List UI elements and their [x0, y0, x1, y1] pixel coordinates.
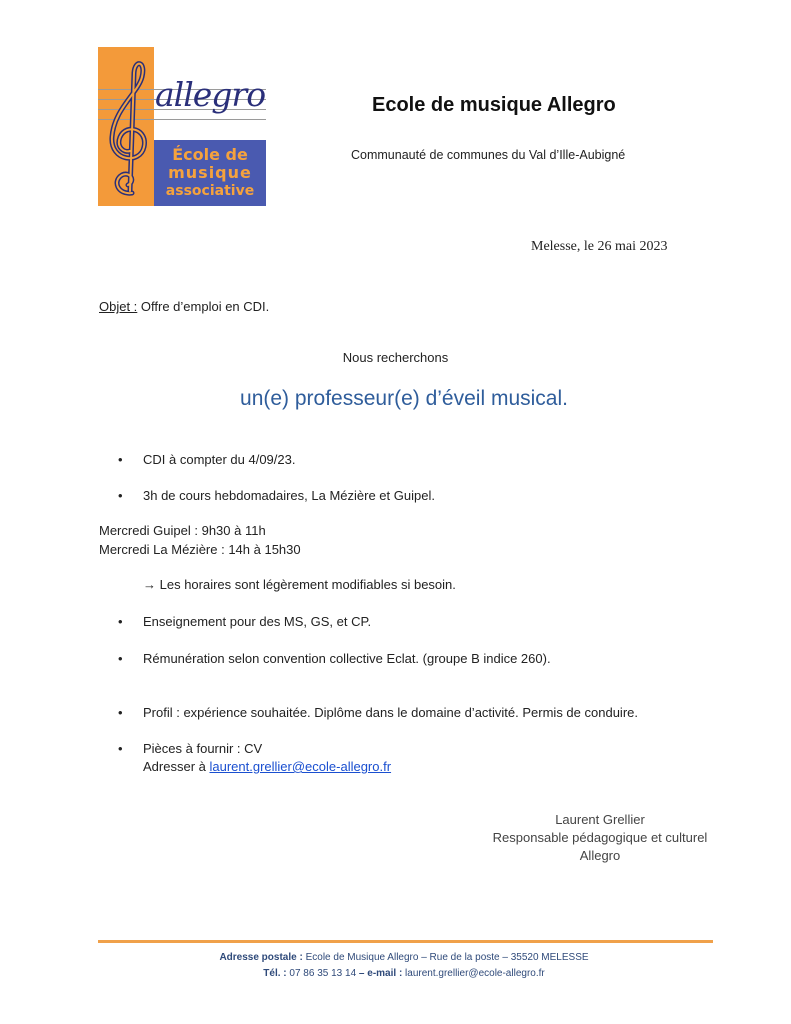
bullet-text: Profil : expérience souhaitée. Diplôme dans le domaine d’activité. Permis de conduire.	[143, 705, 638, 720]
treble-clef-icon	[104, 53, 154, 203]
subject-line	[99, 299, 269, 314]
footer-divider	[98, 940, 713, 943]
schedule-line: Mercredi La Mézière : 14h à 15h30	[99, 542, 301, 557]
school-logo	[98, 47, 266, 206]
signature-org: Allegro	[579, 848, 621, 863]
logo-wordmark: allegro	[155, 75, 266, 114]
schedule-note: → Les horaires sont légèrement modifiables si besoin.	[143, 577, 456, 592]
school-title: Ecole de musique Allegro	[372, 94, 616, 116]
bullet-text: Pièces à fournir : CV	[143, 741, 263, 756]
position-title: un(e) professeur(e) d’éveil musical.	[240, 387, 568, 410]
bullet-text: CDI à compter du 4/09/23.	[143, 452, 296, 467]
bullet-text: Enseignement pour des MS, GS, et CP.	[143, 614, 372, 629]
community-subtitle: Communauté de communes du Val d’Ille-Aubigné	[351, 148, 626, 162]
schedule-line: Mercredi Guipel : 9h30 à 11h	[99, 523, 266, 538]
footer-contact: Tél. : 07 86 35 13 14 – e-mail : laurent.grellier@ecole-allegro.fr	[263, 968, 545, 979]
logo-line-1: École de	[172, 145, 248, 164]
date-line: Melesse, le 26 mai 2023	[531, 239, 668, 254]
bullet-icon: •	[118, 614, 123, 629]
footer-address: Adresse postale : Ecole de Musique Allegro – Rue de la poste – 35520 MELESSE	[219, 952, 589, 963]
intro-text: Nous recherchons	[342, 350, 449, 365]
address-line: Adresser à laurent.grellier@ecole-allegro.fr	[143, 759, 392, 774]
bullet-icon: •	[118, 741, 123, 756]
bullet-icon: •	[118, 488, 123, 503]
bullet-icon: •	[118, 452, 123, 467]
bullet-icon: •	[118, 651, 123, 666]
email-link[interactable]: laurent.grellier@ecole-allegro.fr	[209, 759, 392, 774]
subject-text: Offre d’emploi en CDI.	[137, 299, 270, 314]
arrow-right-icon: →	[143, 577, 156, 592]
logo-line-3: associative	[165, 183, 255, 199]
signature-role: Responsable pédagogique et culturel	[492, 830, 708, 845]
subject-label: Objet :	[99, 299, 138, 314]
signature-name: Laurent Grellier	[555, 812, 645, 827]
bullet-text: Rémunération selon convention collective Eclat. (groupe B indice 260).	[143, 651, 551, 666]
logo-line-2: musique	[168, 163, 252, 182]
bullet-text: 3h de cours hebdomadaires, La Mézière et Guipel.	[143, 488, 435, 503]
bullet-icon: •	[118, 705, 123, 720]
